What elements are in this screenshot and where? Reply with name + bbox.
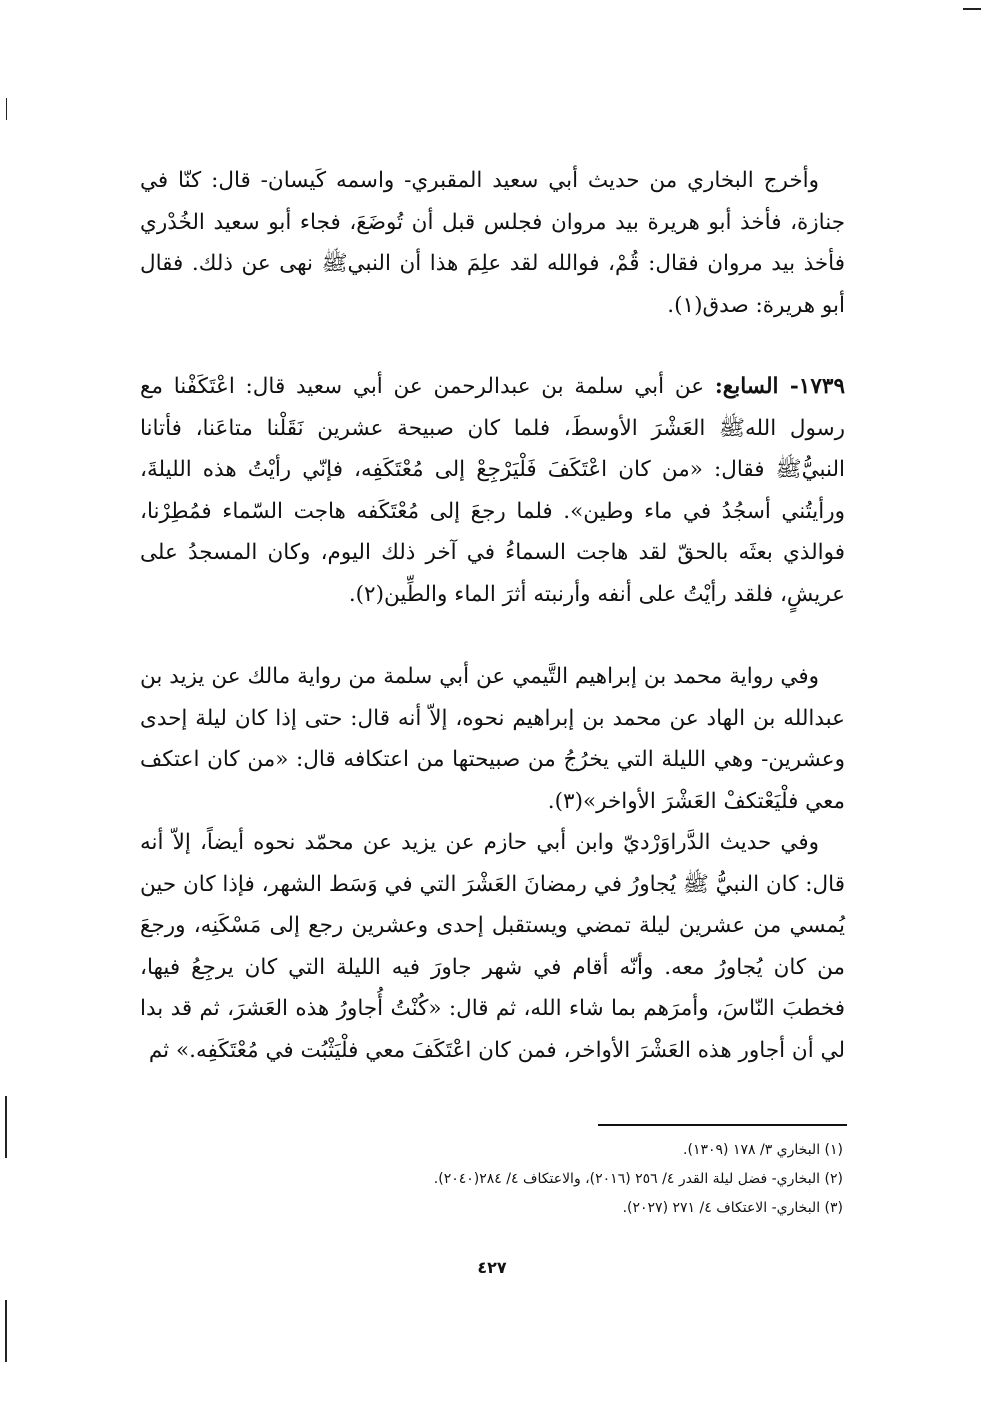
- paragraph-3-block: [140, 656, 845, 822]
- footnote-1: (١) البخاري ٣/ ١٧٨ (١٣٠٩).: [683, 1142, 843, 1158]
- footnote-3: (٣) البخاري- الاعتكاف ٤/ ٢٧١ (٢٠٢٧).: [622, 1200, 843, 1216]
- paragraph-3: [140, 656, 845, 822]
- paragraph-1: [140, 160, 845, 326]
- paragraph-2: [140, 366, 845, 615]
- scan-edge-mark-left-middle: [5, 1096, 7, 1158]
- paragraph-4: [140, 822, 845, 1071]
- paragraph-1-text: وأخرج البخاري من حديث أبي سعيد المقبري- واسمه كَيسان- قال: كنّا في جنازة، فأخذ أبو هريرة بيد مروان فجلس قبل أن تُوضَعَ، فجاء أبو سعيد الخُدْري فأخذ بيد مروان فقال: قُمْ، فوالله لقد علِمَ هذا أن النبيﷺ نهى عن ذلك. فقال أبو هريرة: صدق(١).: [140, 168, 845, 318]
- paragraph-2-text: عن أبي سلمة بن عبدالرحمن عن أبي سعيد قال: اعْتَكَفْنا مع رسول اللهﷺ العَشْرَ الأوسطَ، فلما كان صبيحة عشرين نَقَلْنا متاعَنا، فأتانا النبيُّﷺ فقال: «من كان اعْتَكَفَ فَلْيَرْجِعْ إلى مُعْتَكَفِه، فإنّي رأيْتُ هذه الليلةَ، ورأيتُني أسجُدُ في ماء وطين». فلما رجعَ إلى مُعْتَكَفه هاجت السّماء فمُطِرْنا، فوالذي بعثَه بالحقّ لقد هاجت السماءُ في آخر ذلك اليوم، وكان المسجدُ على عريشٍ، فلقد رأيْتُ على أنفه وأرنبته أثرَ الماء والطِّين(٢).: [140, 374, 845, 607]
- hadith-number: ١٧٣٩- السابع:: [714, 374, 845, 399]
- paragraph-4-text: وفي حديث الدَّراوَرْديّ وابن أبي حازم عن يزيد عن محمّد نحوه أيضاً، إلاّ أنه قال: كان النبيُّ ﷺ يُجاورُ في رمضانَ العَشْرَ التي في وَسَط الشهر، فإذا كان حين يُمسي من عشرين ليلة تمضي ويستقبل إحدى وعشرين رجع إلى مَسْكَنِه، ورجعَ من كان يُجاورُ معه. وأنّه أقام في شهر جاورَ فيه الليلة التي كان يرجِعُ فيها، فخطبَ النّاسَ، وأمرَهم بما شاء الله، ثم قال: «كُنْتُ أُجاورُ هذه العَشرَ، ثم قد بدا لي أن أجاور هذه العَشْرَ الأواخر، فمن كان اعْتَكَفَ معي فلْيَثْبُت في مُعْتَكَفِه.» ثم: [140, 830, 845, 1063]
- page-number: ٤٢٧: [477, 1258, 507, 1277]
- paragraph-2-block: [140, 366, 845, 615]
- footnote-divider: [598, 1124, 847, 1126]
- paragraph-1-block: [140, 160, 845, 326]
- footnote-2: (٢) البخاري- فضل ليلة القدر ٤/ ٢٥٦ (٢٠١٦)، والاعتكاف ٤/ ٢٨٤(٢٠٤٠).: [433, 1171, 843, 1187]
- footnotes: [143, 1136, 843, 1223]
- scan-edge-mark-top-right: [963, 8, 981, 10]
- paragraph-4-block: [140, 822, 845, 1071]
- scan-edge-mark-left-bottom: [5, 1300, 7, 1362]
- scan-edge-mark-left-top: [6, 98, 7, 120]
- paragraph-3-text: وفي رواية محمد بن إبراهيم التَّيمي عن أبي سلمة من رواية مالك عن يزيد بن عبدالله بن الهاد عن محمد بن إبراهيم نحوه، إلاّ أنه قال: حتى إذا كان ليلة إحدى وعشرين- وهي الليلة التي يخرُجُ من صبيحتها من اعتكافه قال: «من كان اعتكف معي فلْيَعْتكفْ العَشْرَ الأواخر»(٣).: [140, 664, 845, 814]
